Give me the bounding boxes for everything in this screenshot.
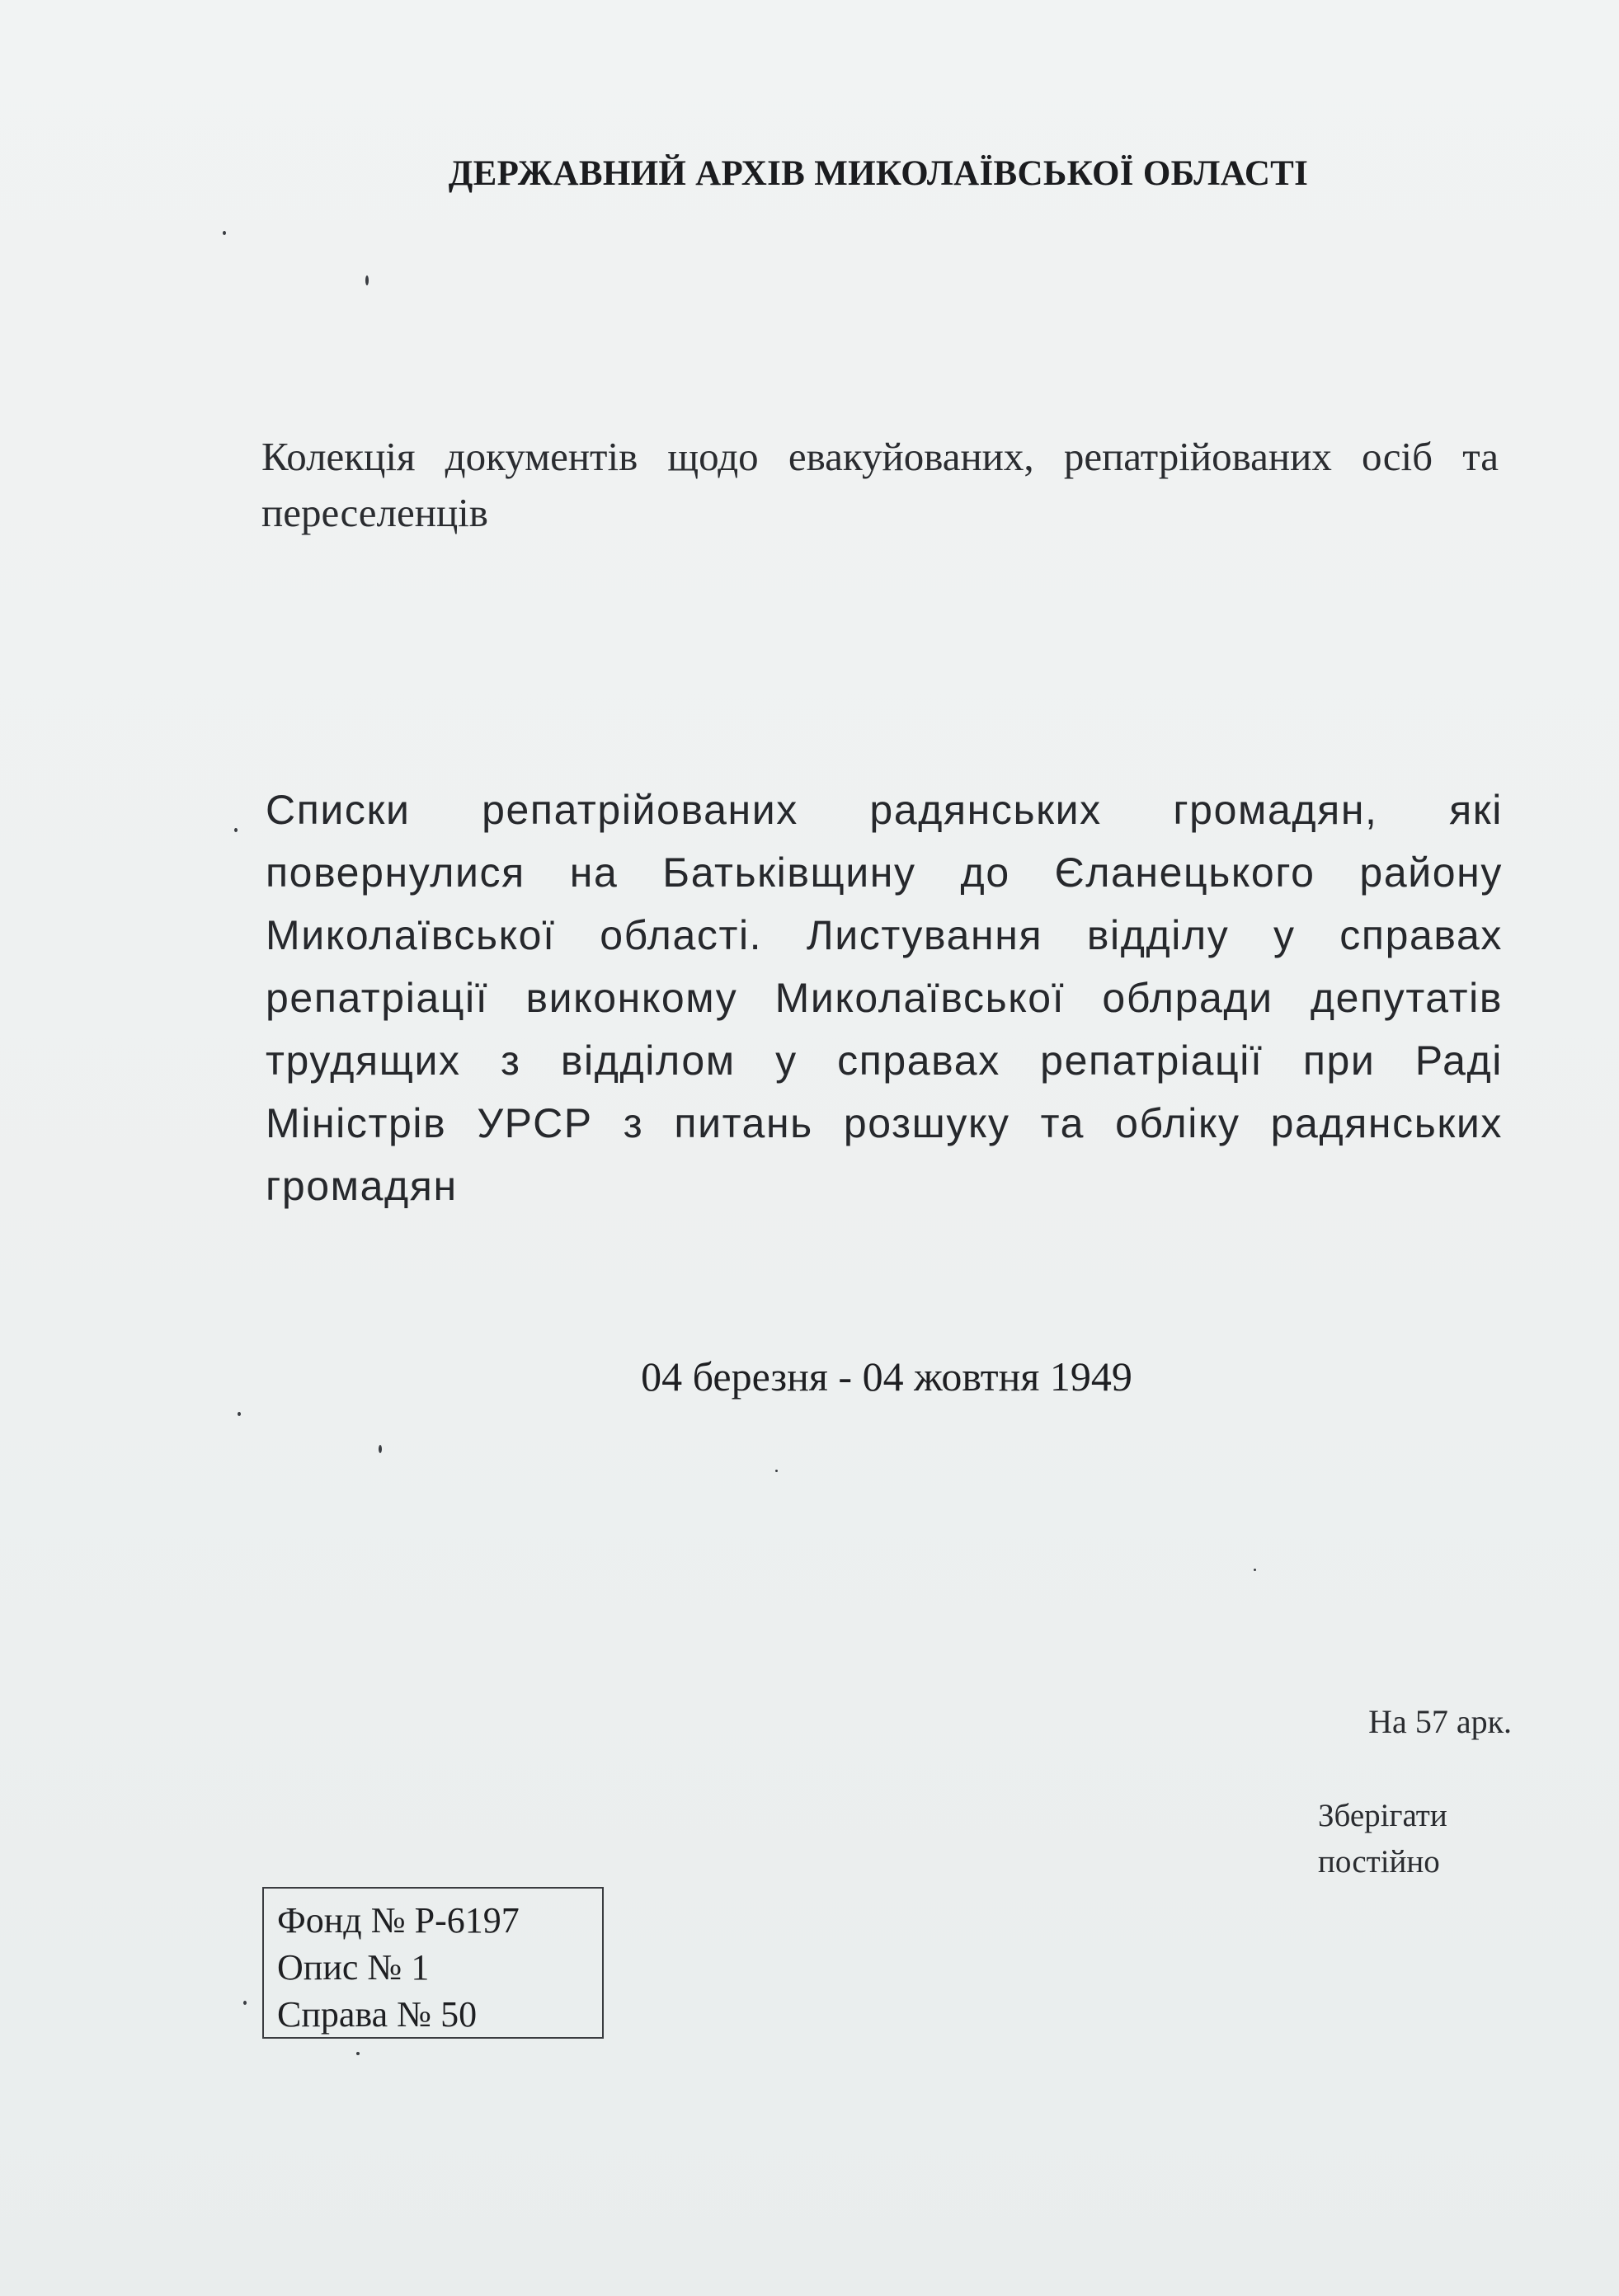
- scan-speck: [1254, 1569, 1256, 1571]
- scan-speck: [238, 1412, 241, 1416]
- opys-number: Опис № 1: [277, 1947, 430, 1988]
- archive-reference-box: [262, 1887, 604, 2039]
- scan-speck: [234, 828, 238, 832]
- sprava-number: Справа № 50: [277, 1994, 478, 2035]
- scan-speck: [223, 231, 226, 235]
- archive-title: ДЕРЖАВНИЙ АРХІВ МИКОЛАЇВСЬКОЇ ОБЛАСТІ: [448, 154, 1309, 193]
- case-description: Списки репатрійованих радянських громадян, які повернулися на Батьківщину до Єланецького району Миколаївської області. Листування відділу у справах репатріації виконкому Миколаївської облради депутатів трудящих з відділом у справах репатріації при Раді Міністрів УРСР з питань розшуку та обліку радянських громадян: [266, 787, 1503, 1209]
- retention-note: [1318, 1793, 1516, 1885]
- scan-speck: [775, 1470, 778, 1472]
- scan-speck: [243, 2001, 247, 2005]
- date-range: 04 березня - 04 жовтня 1949: [641, 1353, 1132, 1400]
- collection-title: Колекція документів щодо евакуйованих, репатрійованих осіб та переселенців: [261, 434, 1499, 535]
- retention-note-line-1: Зберігати: [1318, 1798, 1447, 1833]
- scan-speck: [379, 1445, 382, 1453]
- scan-speck: [356, 2052, 360, 2055]
- retention-note-line-2: постійно: [1318, 1844, 1440, 1880]
- scan-speck: [365, 275, 369, 285]
- fond-number: Фонд № Р-6197: [277, 1900, 520, 1941]
- sheet-count: На 57 арк.: [1368, 1703, 1512, 1740]
